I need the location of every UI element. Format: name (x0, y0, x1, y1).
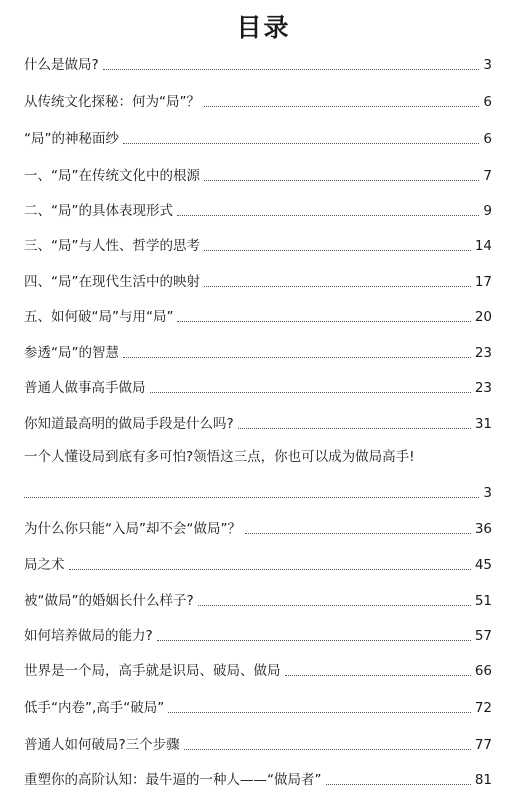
toc-entry-title: 从传统文化探秘：何为“局”？ (24, 94, 200, 110)
toc-entry-title: 一、“局”在传统文化中的根源 (24, 168, 200, 184)
dot-leader (177, 215, 479, 216)
dot-leader (103, 69, 480, 70)
toc-entry[interactable] (24, 659, 492, 679)
toc-entry[interactable] (24, 90, 492, 110)
dot-leader (157, 640, 471, 641)
toc-entry-title: 如何培养做局的能力? (24, 628, 153, 644)
dot-leader (204, 180, 479, 181)
toc-entry[interactable] (24, 481, 492, 501)
toc-entry-title: 低手“内卷”,高手“破局” (24, 700, 165, 716)
toc-entry[interactable] (24, 412, 492, 432)
dot-leader (150, 392, 471, 393)
toc-entry[interactable] (24, 768, 492, 788)
toc-entry-title: 五、如何破“局”与用“局” (24, 309, 174, 325)
toc-entry[interactable] (24, 696, 492, 716)
dot-leader (69, 569, 471, 570)
toc-entry-page: 36 (474, 521, 492, 537)
dot-leader (326, 784, 471, 785)
dot-leader (168, 712, 471, 713)
toc-entry-title: 你知道最高明的做局手段是什么吗? (24, 416, 234, 432)
toc-entry[interactable] (24, 624, 492, 644)
toc-entry-title: 普通人如何破局?三个步骤 (24, 737, 180, 753)
toc-entry-page: 66 (474, 663, 492, 679)
toc-entry[interactable] (24, 517, 492, 537)
toc-entry[interactable] (24, 127, 492, 147)
toc-entry-page: 3 (483, 485, 492, 501)
toc-entry-page: 72 (474, 700, 492, 716)
toc-entry[interactable] (24, 53, 492, 73)
toc-entry-page: 9 (483, 203, 492, 219)
toc-entry[interactable] (24, 376, 492, 396)
dot-leader (285, 675, 471, 676)
toc-entry-page: 3 (483, 57, 492, 73)
toc-entry-page: 23 (474, 345, 492, 361)
dot-leader (238, 428, 471, 429)
toc-entry[interactable] (24, 589, 492, 609)
toc-entry[interactable] (24, 199, 492, 219)
toc-entry-page: 14 (474, 238, 492, 254)
toc-entry[interactable] (24, 164, 492, 184)
toc-entry-page: 77 (474, 737, 492, 753)
toc-entry-title: 被“做局”的婚姻长什么样子? (24, 593, 194, 609)
toc-entry-page: 7 (483, 168, 492, 184)
toc-entry[interactable] (24, 270, 492, 290)
toc-entry-page: 45 (474, 557, 492, 573)
toc-entry-title[interactable]: 一个人懂设局到底有多可怕?领悟这三点，你也可以成为做局高手! (24, 449, 415, 465)
toc-entry-page: 6 (483, 131, 492, 147)
dot-leader (24, 497, 479, 498)
dot-leader (198, 605, 471, 606)
toc-entry-title: 什么是做局? (24, 57, 99, 73)
toc-entry-title: 四、“局”在现代生活中的映射 (24, 274, 200, 290)
toc-entry-page: 20 (474, 309, 492, 325)
page-title: 目录 (236, 13, 291, 42)
dot-leader (245, 533, 471, 534)
dot-leader (204, 250, 471, 251)
toc-entry[interactable] (24, 234, 492, 254)
toc-entry-page: 31 (474, 416, 492, 432)
toc-entry[interactable] (24, 553, 492, 573)
dot-leader (204, 106, 479, 107)
toc-entry-title: 普通人做事高手做局 (24, 380, 146, 396)
toc-entry-title: 重塑你的高阶认知：最牛逼的一种人——“做局者” (24, 772, 322, 788)
toc-entry-title: 二、“局”的具体表现形式 (24, 203, 173, 219)
toc-entry-page: 57 (474, 628, 492, 644)
dot-leader (184, 749, 471, 750)
toc-entry[interactable] (24, 305, 492, 325)
toc-entry-title: 三、“局”与人性、哲学的思考 (24, 238, 200, 254)
toc-entry-page: 17 (474, 274, 492, 290)
toc-entry-page: 23 (474, 380, 492, 396)
toc-entry-page: 81 (474, 772, 492, 788)
toc-entry-title: 为什么你只能“入局”却不会“做局”？ (24, 521, 241, 537)
toc-entry-title: 世界是一个局，高手就是识局、破局、做局 (24, 663, 281, 679)
toc-entry-title: “局”的神秘面纱 (24, 131, 119, 147)
toc-entry-title: 参透“局”的智慧 (24, 345, 119, 361)
dot-leader (123, 143, 479, 144)
toc-entry-page: 51 (474, 593, 492, 609)
toc-entry-title: 局之术 (24, 557, 65, 573)
dot-leader (204, 286, 471, 287)
toc-entry[interactable] (24, 341, 492, 361)
dot-leader (177, 321, 470, 322)
toc-entry[interactable] (24, 733, 492, 753)
toc-entry-page: 6 (483, 94, 492, 110)
dot-leader (123, 357, 471, 358)
